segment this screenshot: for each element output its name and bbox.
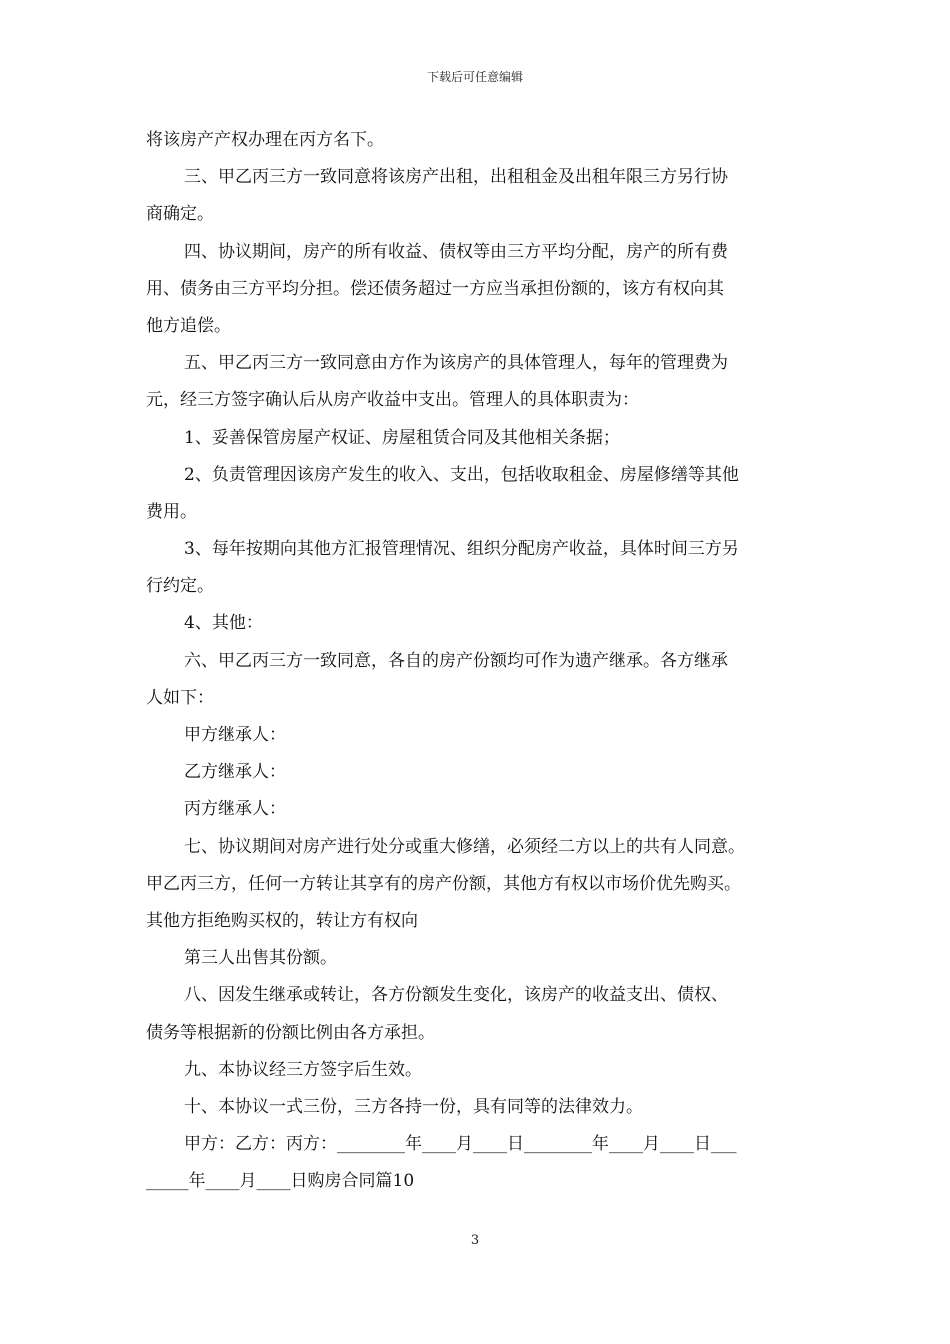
text-line: 三、甲乙丙三方一致同意将该房产出租，出租租金及出租年限三方另行协: [184, 167, 728, 188]
text-line: _____年____月____日购房合同篇10: [146, 1171, 415, 1192]
text-line: 七、协议期间对房产进行处分或重大修缮，必须经二方以上的共有人同意。: [184, 836, 745, 857]
page-number: 3: [470, 1233, 480, 1248]
text-line: 四、协议期间，房产的所有收益、债权等由三方平均分配，房产的所有费: [184, 241, 728, 262]
text-line: 五、甲乙丙三方一致同意由方作为该房产的具体管理人，每年的管理费为: [184, 353, 728, 374]
text-line: 4、其他：: [184, 613, 263, 634]
text-line: 八、因发生继承或转让，各方份额发生变化，该房产的收益支出、债权、: [184, 985, 728, 1006]
text-line: 人如下：: [146, 687, 214, 708]
text-line: 3、每年按期向其他方汇报管理情况、组织分配房产收益，具体时间三方另: [184, 539, 739, 560]
text-line: 甲方继承人：: [184, 725, 286, 745]
text-line: 九、本协议经三方签字后生效。: [184, 1059, 422, 1080]
text-line: 十、本协议一式三份，三方各持一份，具有同等的法律效力。: [184, 1096, 643, 1117]
page-header: 下载后可任意编辑: [426, 70, 523, 84]
text-line: 甲乙丙三方，任何一方转让其享有的房产份额，其他方有权以市场价优先购买。: [146, 873, 741, 894]
text-line: 将该房产产权办理在丙方名下。: [146, 130, 384, 150]
text-line: 甲方：乙方：丙方：________年____月____日________年____月____日___: [184, 1134, 737, 1155]
text-line: 元，经三方签字确认后从房产收益中支出。管理人的具体职责为：: [146, 390, 639, 411]
text-line: 2、负责管理因该房产发生的收入、支出，包括收取租金、房屋修缮等其他: [184, 464, 739, 485]
text-line: 用、债务由三方平均分担。偿还债务超过一方应当承担份额的，该方有权向其: [146, 278, 724, 299]
text-line: 债务等根据新的份额比例由各方承担。: [146, 1022, 435, 1043]
text-line: 行约定。: [146, 576, 214, 597]
text-line: 他方追偿。: [146, 315, 231, 336]
text-line: 六、甲乙丙三方一致同意，各自的房产份额均可作为遗产继承。各方继承: [184, 650, 728, 671]
text-line: 费用。: [146, 501, 197, 522]
text-line: 第三人出售其份额。: [184, 948, 337, 969]
text-line: 乙方继承人：: [184, 762, 286, 783]
document-body: [146, 122, 810, 1200]
text-line: 1、妥善保管房屋产权证、房屋租赁合同及其他相关条据；: [184, 427, 620, 448]
text-line: 其他方拒绝购买权的，转让方有权向: [146, 910, 418, 931]
text-line: 丙方继承人：: [184, 799, 286, 820]
text-line: 商确定。: [146, 204, 214, 225]
